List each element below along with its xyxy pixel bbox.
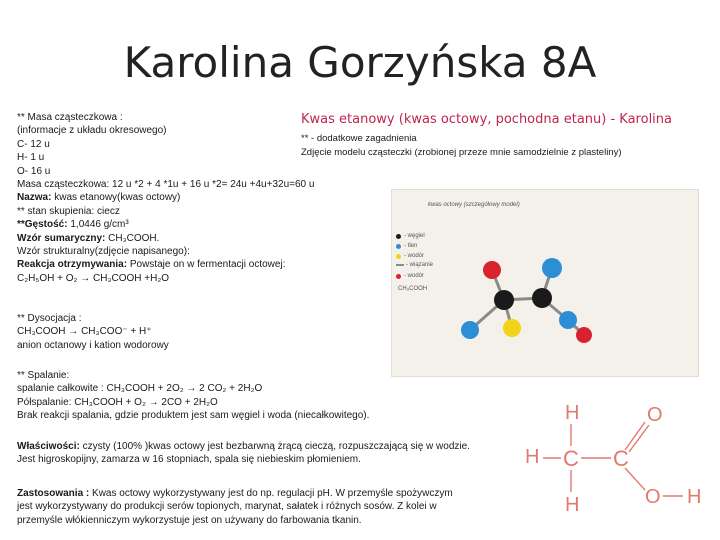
model-atom-red-top: [483, 261, 501, 279]
legend-formula: CH₃COOH: [398, 286, 428, 292]
model-atom-blue-left: [461, 321, 479, 339]
dissociation-heading: ** Dysocjacja :: [17, 313, 82, 324]
mass-heading: ** Masa cząsteczkowa :: [17, 112, 123, 123]
structural-line: Wzór strukturalny(zdjęcie napisanego):: [17, 245, 190, 257]
carbon-mass: C- 12 u: [17, 138, 50, 150]
hydrogen-mass: H- 1 u: [17, 152, 45, 164]
mass-calc: Masa cząsteczkowa: 12 u *2 + 4 *1u + 16 u *2= 24u +4u+32u=60 u: [17, 178, 315, 190]
combustion-heading: ** Spalanie:: [17, 370, 70, 381]
formula-line: [17, 232, 314, 245]
legend-oxygen: - tlen: [404, 243, 418, 249]
properties-line2: Jest higroskopijny, zamarza w 16 stopniach, spala się niebieskim płomieniem.: [17, 454, 361, 466]
info-line: (informacje z układu okresowego): [17, 125, 167, 137]
model-atom-carbon-1: [494, 290, 514, 310]
density-value: 1,0446 g/cm³: [67, 219, 129, 231]
uses-line2: jest wykorzystywany do produkcji serów topionych, marynat, sałatek i różnych sosów. Z kolei w: [17, 501, 437, 513]
molecule-model-drawing: [392, 190, 698, 376]
sketch-label-h-right: H: [687, 486, 702, 508]
section-heading: Kwas etanowy (kwas octowy, pochodna etanu) - Karolina: [301, 112, 672, 127]
structural-formula-sketch: [523, 398, 713, 530]
sketch-label-h-top: H: [565, 402, 580, 424]
page-title: Karolina Gorzyńska 8A: [123, 38, 597, 87]
sketch-label-c1: C: [563, 446, 579, 471]
sketch-label-o-bottom: O: [645, 486, 661, 508]
legend-carbon: - węgiel: [404, 233, 425, 239]
dissociation-ions: anion octanowy i kation wodorowy: [17, 339, 169, 351]
combustion-full: spalanie całkowite : CH₃COOH + 2O₂ → 2 CO₂ + 2H₂O: [17, 383, 263, 395]
formula-value: CH₃COOH.: [105, 232, 160, 244]
name-value: kwas etanowy(kwas octowy): [51, 192, 181, 204]
model-atom-blue-right: [559, 311, 577, 329]
uses-line3: przemyśle włókienniczym wykorzystuje jest on używany do farbowania tkanin.: [17, 514, 362, 526]
properties-label: Właściwości:: [17, 441, 80, 452]
name-label: Nazwa:: [17, 192, 52, 204]
oxygen-mass: O- 16 u: [17, 165, 51, 177]
reaction-value: Powstaje on w fermentacji octowej:: [127, 259, 286, 271]
combustion-half: Półspalanie: CH₃COOH + O₂ → 2CO + 2H₂O: [17, 396, 218, 408]
properties-line1: [17, 440, 470, 453]
uses-block: [17, 487, 453, 527]
molecule-model-photo: [391, 189, 699, 377]
model-atom-carbon-2: [532, 288, 552, 308]
name-line: [17, 191, 314, 204]
photo-caption: kwas octowy (szczegółowy model): [428, 202, 520, 208]
legend-hydrogen: - wodór: [404, 253, 425, 259]
dissociation-block: [17, 312, 169, 352]
legend-bond: - wiązanie: [406, 262, 434, 268]
reaction-line: [17, 258, 314, 271]
density-label: **Gęstość:: [17, 219, 68, 231]
combustion-incomplete: Brak reakcji spalania, gdzie produktem jest sam węgiel i woda (niecałkowitego).: [17, 410, 370, 422]
uses-text: Kwas octowy wykorzystywany jest do np. regulacji pH. W przemyśle spożywczym: [89, 488, 453, 499]
uses-line1: [17, 487, 453, 500]
properties-block: [17, 440, 470, 467]
sketch-label-c2: C: [613, 446, 629, 471]
uses-label: Zastosowania :: [17, 488, 90, 499]
formula-label: Wzór sumaryczny:: [17, 232, 106, 244]
dissociation-equation: CH₃COOH → CH₃COO⁻ + H⁺: [17, 326, 152, 338]
sketch-label-o-top: O: [647, 404, 663, 426]
legend-red: - wodór: [404, 273, 425, 279]
density-line: [17, 218, 314, 231]
sketch-label-h-bottom: H: [565, 494, 580, 516]
reaction-label: Reakcja otrzymywania:: [17, 259, 128, 271]
photo-note: Zdjęcie modelu cząsteczki (zrobionej przeze mnie samodzielnie z plasteliny): [301, 147, 622, 158]
left-block: [17, 111, 314, 285]
state-line: ** stan skupienia: ciecz: [17, 205, 120, 217]
model-atom-blue-top: [542, 258, 562, 278]
model-atom-red-right: [576, 327, 592, 343]
model-atom-yellow-bottom: [503, 319, 521, 337]
reaction-equation: C₂H₅OH + O₂ → CH₃COOH +H₂O: [17, 272, 169, 284]
sketch-label-h-left: H: [525, 446, 540, 468]
properties-text: czysty (100% )kwas octowy jest bezbarwną żrącą cieczą, rozpuszczającą się w wodzie.: [79, 441, 470, 452]
extras-note: ** - dodatkowe zagadnienia: [301, 133, 417, 144]
combustion-block: [17, 369, 369, 423]
